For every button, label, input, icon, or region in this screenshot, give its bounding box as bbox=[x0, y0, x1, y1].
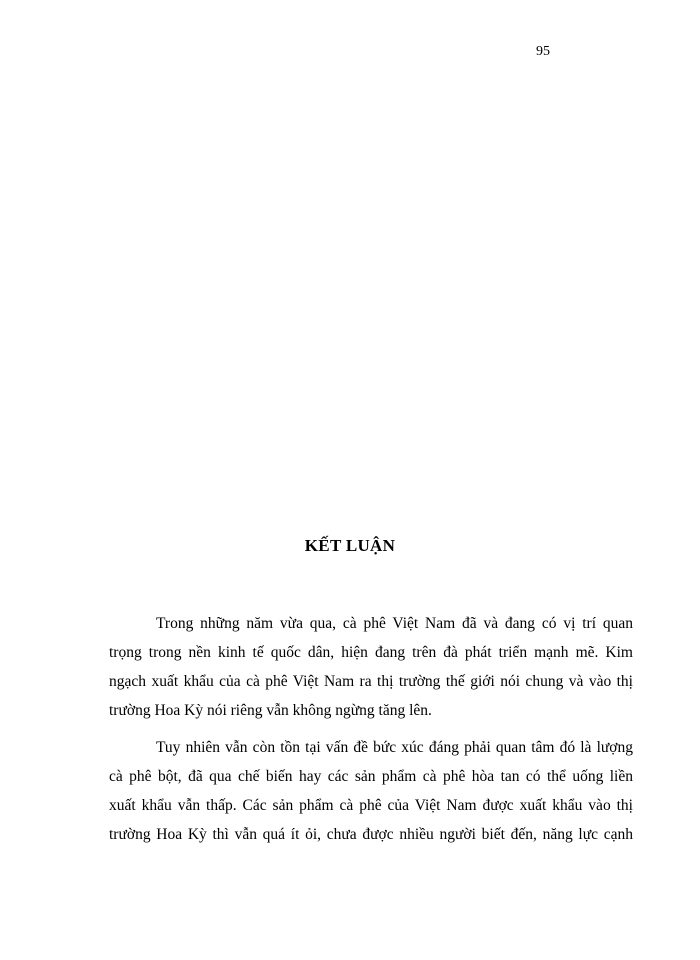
section-heading: KẾT LUẬN bbox=[304, 536, 396, 555]
paragraph-line: trường Hoa Kỳ nói riêng vẫn không ngừng tăng lên. bbox=[109, 702, 432, 719]
paragraph-line: ngạch xuất khẩu của cà phê Việt Nam ra thị trường thế giới nói chung và vào thị bbox=[109, 673, 633, 690]
paragraph-line: trọng trong nền kinh tế quốc dân, hiện đang trên đà phát triển mạnh mẽ. Kim bbox=[109, 644, 633, 661]
paragraph-line: Tuy nhiên vẫn còn tồn tại vấn đề bức xúc đáng phải quan tâm đó là lượng bbox=[156, 739, 633, 756]
paragraph-line: xuất khẩu vẫn thấp. Các sản phẩm cà phê của Việt Nam được xuất khẩu vào thị bbox=[109, 797, 633, 814]
paragraph-2 bbox=[109, 733, 633, 849]
page-number: 95 bbox=[536, 44, 550, 59]
paragraph-line: trường Hoa Kỳ thì vẫn quá ít ỏi, chưa được nhiều người biết đến, năng lực cạnh bbox=[109, 826, 633, 843]
paragraph-1 bbox=[109, 609, 633, 725]
paragraph-line: cà phê bột, đã qua chế biến hay các sản phẩm cà phê hòa tan có thể uống liền bbox=[109, 768, 633, 785]
paragraph-line: Trong những năm vừa qua, cà phê Việt Nam đã và đang có vị trí quan bbox=[156, 615, 633, 632]
